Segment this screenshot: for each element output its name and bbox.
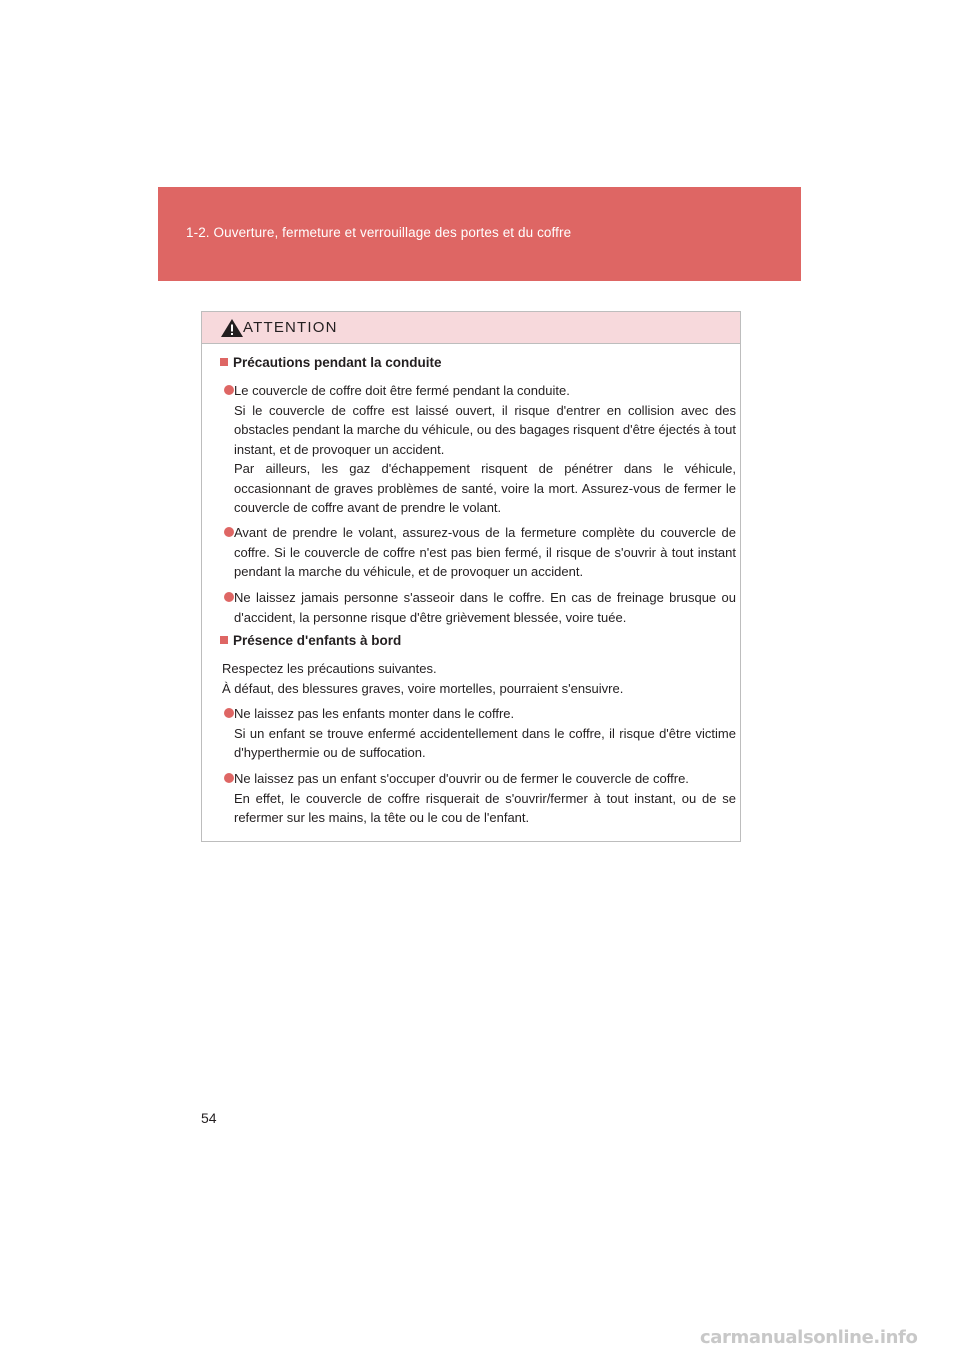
bullet-paragraph: Le couvercle de coffre doit être fermé pendant la conduite. Si le couvercle de coffre est laissé ouvert, il risque d'entrer en collision avec des obstacles pendant la marche du véhicule, ou des bagages risquent d'être éjectés à tout instant, et de provoquer un accident. Par ailleurs, les gaz d'échappement risquent de pénétrer dans le véhicule, occasionnant de graves problèmes de santé, voire la mort. Assurez-vous de fermer le couvercle de coffre avant de prendre le volant. (234, 383, 736, 515)
warning-header (202, 312, 740, 344)
section-heading-driving: Précautions pendant la conduite (220, 355, 442, 370)
bullet-paragraph: Ne laissez pas un enfant s'occuper d'ouvrir ou de fermer le couvercle de coffre. En effet, le couvercle de coffre risquerait de s'ouvrir/fermer à tout instant, ou de se refermer sur les mains, la tête ou le cou de l'enfant. (234, 771, 736, 825)
bullet-paragraph: Ne laissez pas les enfants monter dans le coffre. Si un enfant se trouve enfermé accidentellement dans le coffre, il risque d'être victime d'hyperthermie ou de suffocation. (234, 706, 736, 760)
section-header-band (158, 187, 801, 281)
warning-box (201, 311, 741, 842)
section-title: 1-2. Ouverture, fermeture et verrouillage des portes et du coffre (186, 225, 572, 240)
square-bullet-icon (220, 358, 228, 366)
watermark-logo: carmanualsonline.info (700, 1327, 918, 1348)
warning-triangle-icon (220, 318, 244, 338)
section-intro: Respectez les précautions suivantes. À défaut, des blessures graves, voire mortelles, pourraient s'ensuivre. (222, 661, 624, 696)
bullet-paragraph: Ne laissez jamais personne s'asseoir dans le coffre. En cas de freinage brusque ou d'accident, la personne risque d'être grièvement blessée, voire tuée. (234, 590, 736, 625)
bullet-paragraph: Avant de prendre le volant, assurez-vous de la fermeture complète du couvercle de coffre. Si le couvercle de coffre n'est pas bien fermé, il risque de s'ouvrir à tout instant pendant la marche du véhicule, et de provoquer un accident. (234, 525, 736, 579)
section-heading-children: Présence d'enfants à bord (220, 633, 401, 648)
warning-title: ATTENTION (243, 319, 338, 336)
page-number: 54 (201, 1110, 217, 1126)
square-bullet-icon (220, 636, 228, 644)
